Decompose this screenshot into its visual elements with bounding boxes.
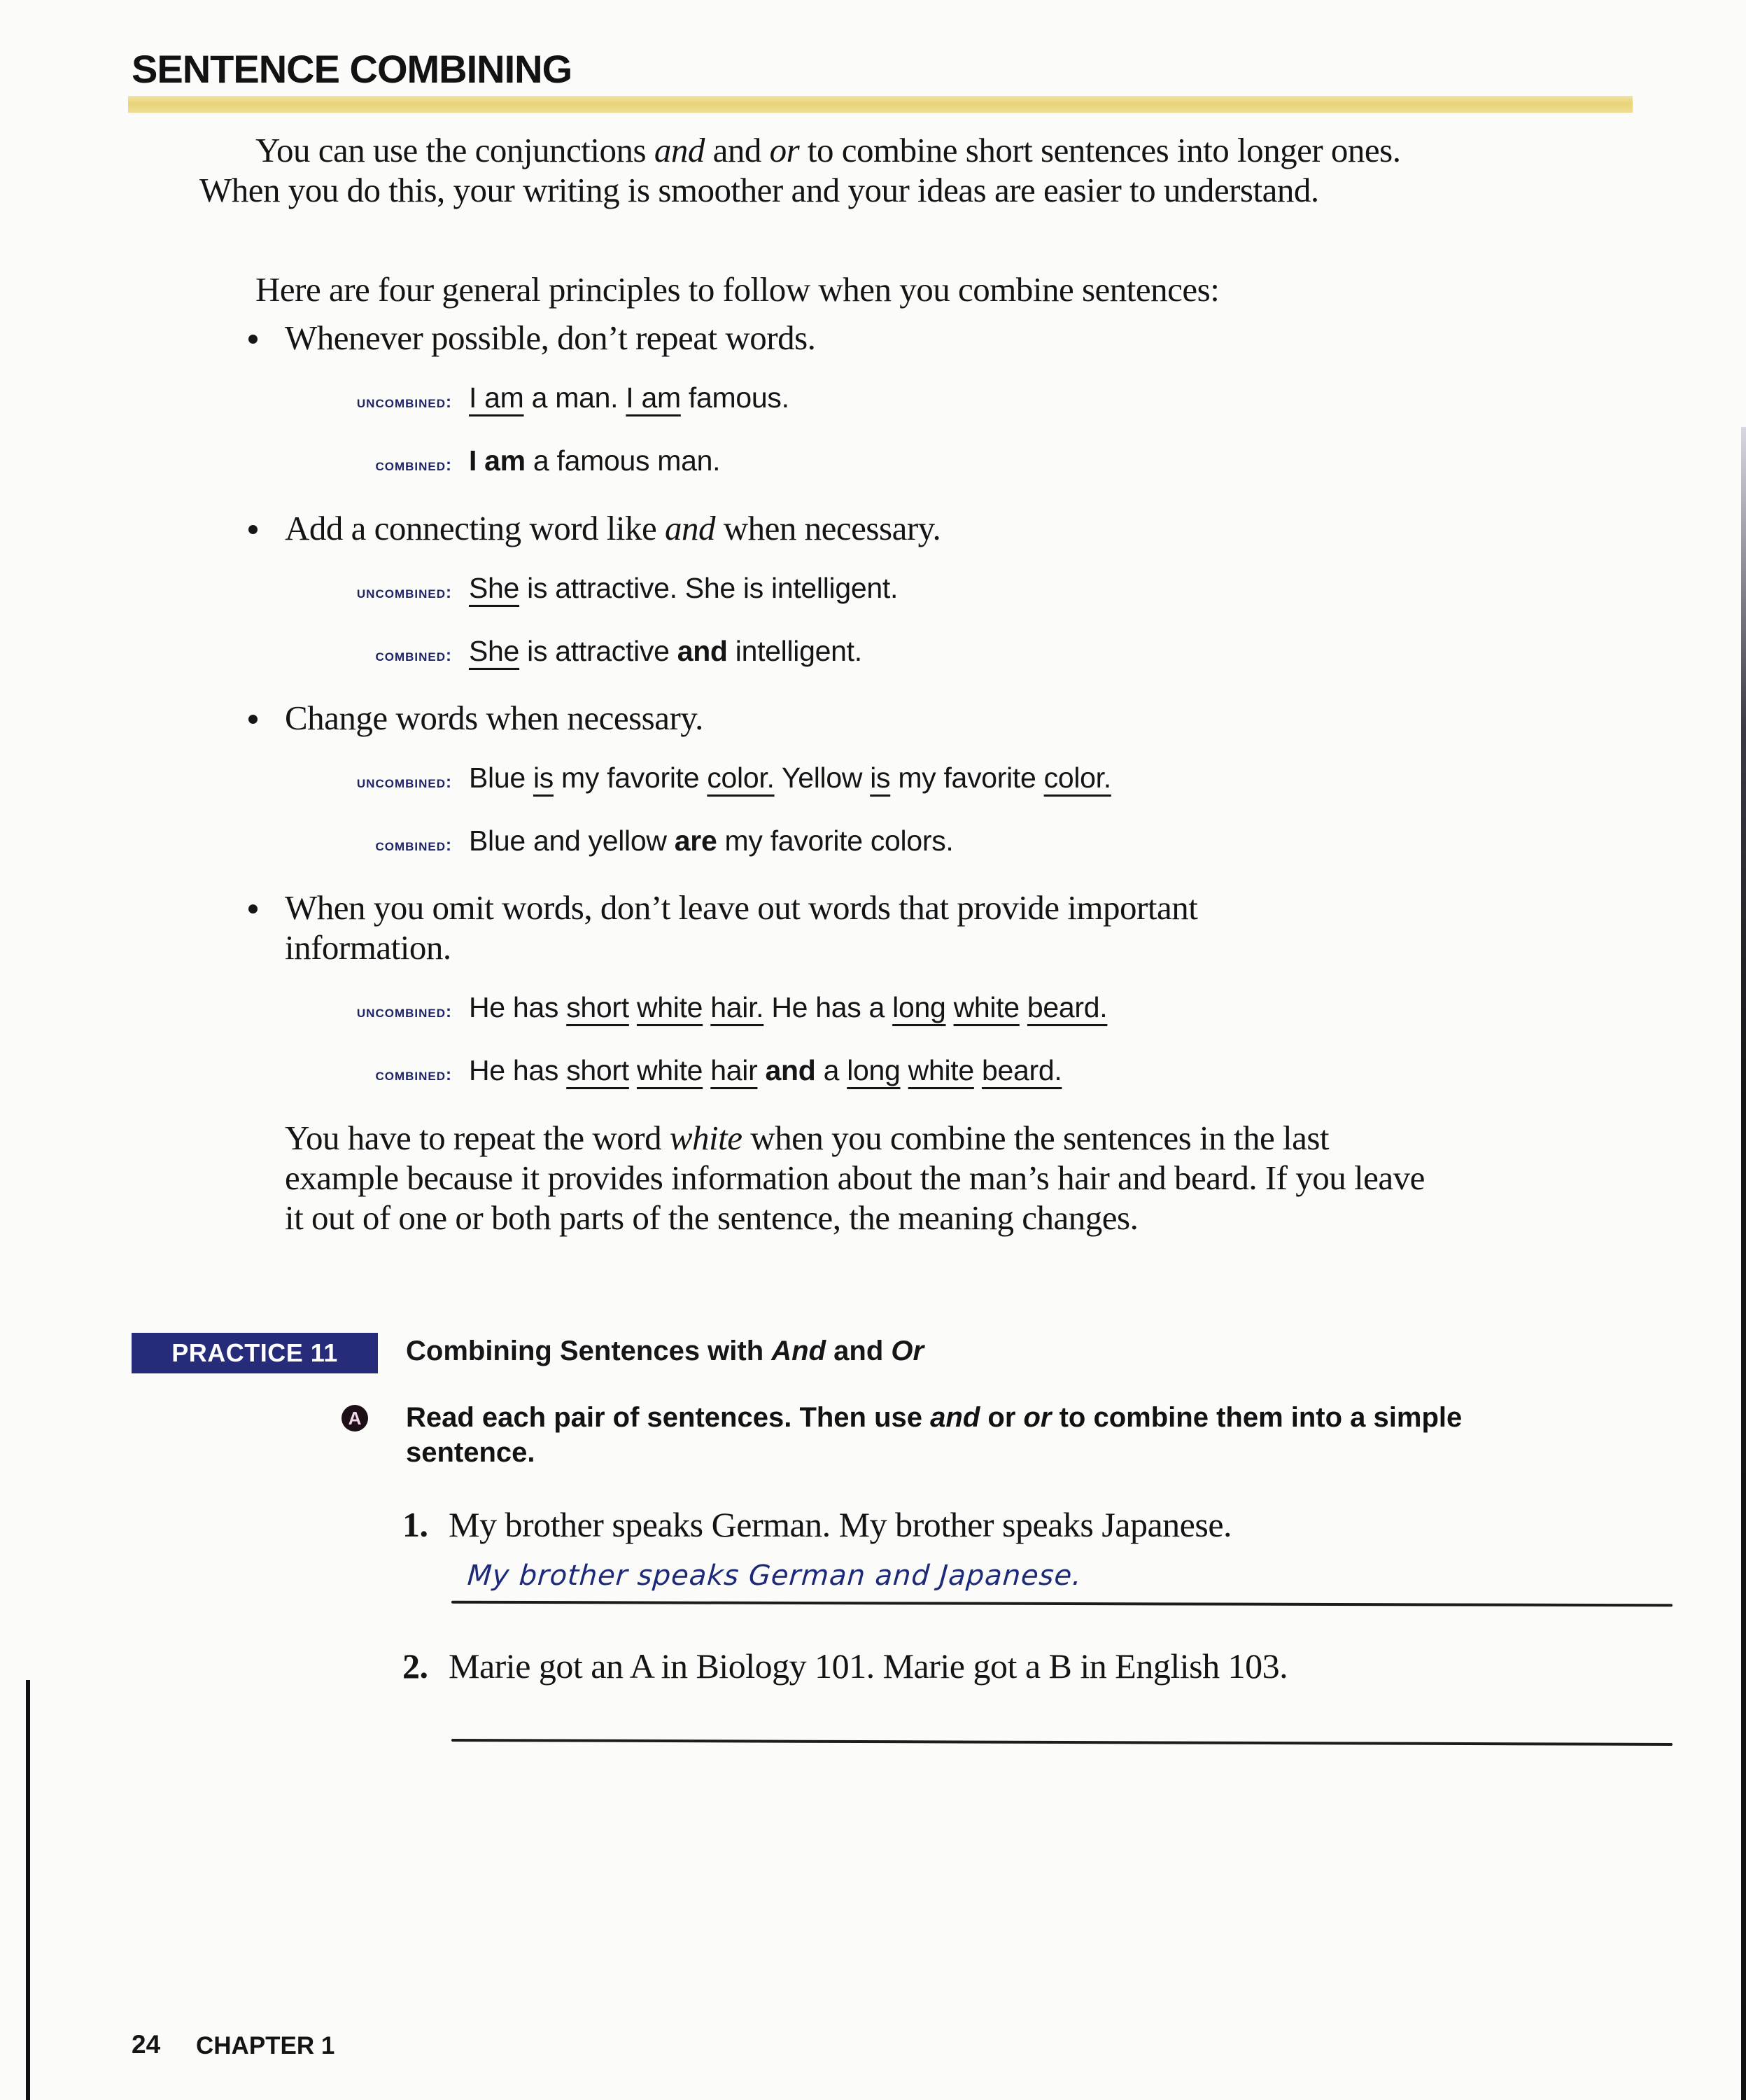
uncombined-label: uncombined: [356, 583, 452, 602]
intro-or-word: or [769, 131, 800, 169]
principle-text: Whenever possible, don’t repeat words. [285, 318, 816, 357]
example-uncombined-3 [266, 762, 1111, 804]
bullet-icon [248, 335, 258, 344]
combined-sentence: I am a famous man. [469, 444, 721, 477]
title-highlight-rule [128, 96, 1633, 113]
combined-label: combined: [375, 1065, 452, 1084]
answer-line-1 [451, 1601, 1673, 1607]
intro-text-3: to combine short sentences into longer ones. When you do this, your writing is smoother and your ideas are easier to understand. [199, 131, 1401, 209]
answer-line-2 [451, 1739, 1673, 1746]
principle-1 [248, 318, 1473, 358]
principle-text: When you omit words, don’t leave out words that provide important information. [285, 888, 1198, 967]
intro-text-2: and [704, 131, 770, 169]
principle-text: Add a connecting word like and when necessary. [285, 509, 941, 547]
uncombined-sentence: Blue is my favorite color. Yellow is my favorite color. [469, 762, 1111, 794]
intro-text-1: You can use the conjunctions [255, 131, 654, 169]
example-combined-3 [266, 825, 954, 867]
bullet-icon [248, 904, 258, 913]
example-combined-1 [266, 444, 720, 486]
section-a-icon: A [342, 1405, 368, 1432]
item-prompt: Marie got an A in Biology 101. Marie got a B in English 103. [449, 1646, 1288, 1686]
combined-sentence: Blue and yellow are my favorite colors. [469, 825, 954, 857]
item-prompt: My brother speaks German. My brother speaks Japanese. [449, 1505, 1232, 1544]
practice-badge: PRACTICE 11 [132, 1333, 378, 1373]
combined-sentence: He has short white hair and a long white beard. [469, 1054, 1062, 1086]
practice-title: Combining Sentences with And and Or [406, 1336, 924, 1366]
exercise-item-1 [402, 1505, 1232, 1545]
intro-paragraph [199, 130, 1459, 210]
principle-2 [248, 508, 1473, 548]
principle-text: Change words when necessary. [285, 699, 703, 737]
section-a-instructions: Read each pair of sentences. Then use and or or to combine them into a simple sentence. [406, 1402, 1463, 1468]
explanation-paragraph: You have to repeat the word white when you combine the sentences in the last example because it provides information about the man’s hair and beard. If you leave it out of one or both parts of the sentence, the meaning changes. [285, 1119, 1425, 1237]
chapter-label: CHAPTER 1 [196, 2032, 335, 2059]
example-uncombined-2 [266, 572, 898, 614]
page-edge-right [1741, 427, 1746, 2100]
example-uncombined-4 [266, 991, 1107, 1033]
combined-label: combined: [375, 836, 452, 855]
example-combined-2 [266, 635, 862, 677]
uncombined-label: uncombined: [356, 1002, 452, 1021]
answer-field-1[interactable]: My brother speaks German and Japanese. [466, 1560, 1083, 1592]
principle-3 [248, 698, 1473, 738]
item-number: 1. [402, 1505, 428, 1544]
combined-label: combined: [375, 456, 452, 475]
uncombined-label: uncombined: [356, 393, 452, 412]
combined-label: combined: [375, 646, 452, 665]
page-edge-left [26, 1680, 30, 2100]
exercise-item-2 [402, 1646, 1288, 1686]
section-title: SENTENCE COMBINING [132, 47, 572, 91]
intro-and-word: and [654, 131, 705, 169]
uncombined-label: uncombined: [356, 773, 452, 792]
combined-sentence: She is attractive and intelligent. [469, 635, 862, 667]
principles-intro: Here are four general principles to follow when you combine sentences: [255, 270, 1220, 309]
bullet-icon [248, 715, 258, 724]
answer-field-2[interactable] [467, 1694, 1657, 1736]
example-uncombined-1 [266, 382, 789, 424]
uncombined-sentence: I am a man. I am famous. [469, 382, 789, 414]
principle-4 [248, 888, 1228, 967]
example-combined-4 [266, 1054, 1062, 1096]
uncombined-sentence: She is attractive. She is intelligent. [469, 572, 899, 604]
bullet-icon [248, 525, 258, 534]
page-number: 24 [132, 2030, 161, 2059]
item-number: 2. [402, 1646, 428, 1686]
uncombined-sentence: He has short white hair. He has a long white beard. [469, 991, 1108, 1023]
